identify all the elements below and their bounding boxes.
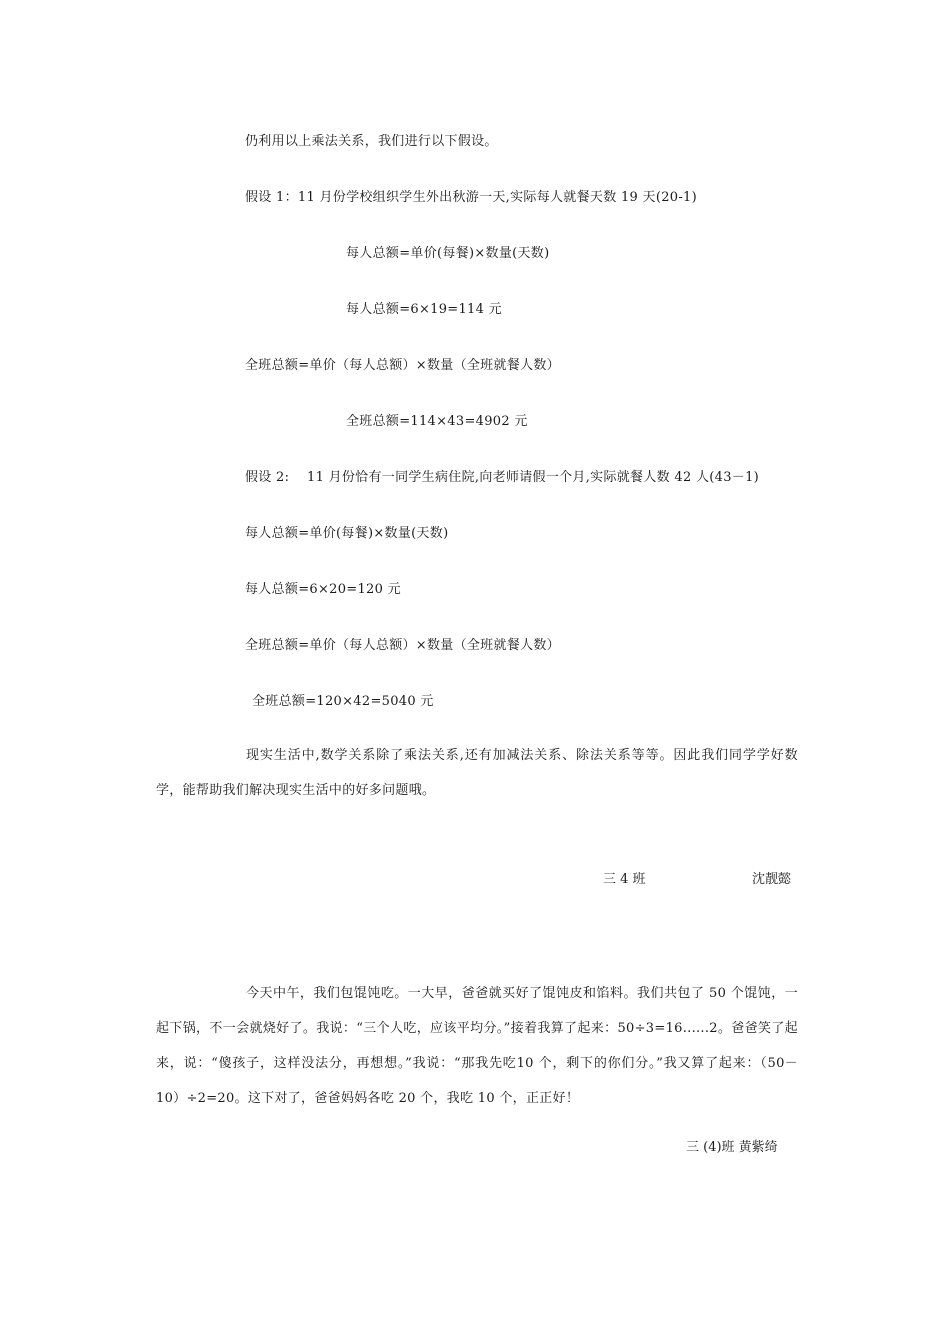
hypothesis-1-calc-per-person: 每人总额=6×19=114 元	[346, 302, 502, 317]
intro-line: 仍利用以上乘法关系，我们进行以下假设。	[245, 134, 498, 149]
hypothesis-1-formula-class: 全班总额=单价（每人总额）×数量（全班就餐人数）	[245, 358, 560, 373]
hypothesis-2-calc-class: 全班总额=120×42=5040 元	[252, 694, 434, 709]
hypothesis-2-title: 假设 2: 11 月份恰有一同学生病住院,向老师请假一个月,实际就餐人数 42 人(43－1)	[245, 470, 760, 485]
hypothesis-2-calc-per-person: 每人总额=6×20=120 元	[245, 582, 401, 597]
hypothesis-2-formula-per-person: 每人总额=单价(每餐)×数量(天数)	[245, 526, 449, 541]
class-label: 三 4 班	[603, 872, 646, 887]
hypothesis-1-calc-class: 全班总额=114×43=4902 元	[346, 414, 528, 429]
hypothesis-1-formula-per-person: 每人总额=单价(每餐)×数量(天数)	[346, 246, 550, 261]
hypothesis-1-title: 假设 1：11 月份学校组织学生外出秋游一天,实际每人就餐天数 19 天(20-1)	[245, 190, 697, 205]
conclusion-paragraph: 现实生活中,数学关系除了乘法关系,还有加减法关系、除法关系等等。因此我们同学学好数学，能帮助我们解决现实生活中的好多问题哦。	[156, 748, 798, 798]
signature-line: 三 (4)班 黄紫绮	[686, 1140, 778, 1155]
story-paragraph: 今天中午，我们包馄饨吃。一大早，爸爸就买好了馄饨皮和馅料。我们共包了 50 个馄饨，一起下锅，不一会就烧好了。我说：“三个人吃，应该平均分。”接着我算了起来：50÷3=16......2。爸爸笑了起来，说：“傻孩子，这样没法分，再想想。”我说：“那我先吃10 个，剩下的你们分。”我又算了起来：（50－10）÷2=20。这下对了，爸爸妈妈各吃 20 个，我吃 10 个，正正好！	[156, 986, 798, 1106]
author-name: 沈靓懿	[752, 872, 792, 887]
hypothesis-2-formula-class: 全班总额=单价（每人总额）×数量（全班就餐人数）	[245, 638, 560, 653]
